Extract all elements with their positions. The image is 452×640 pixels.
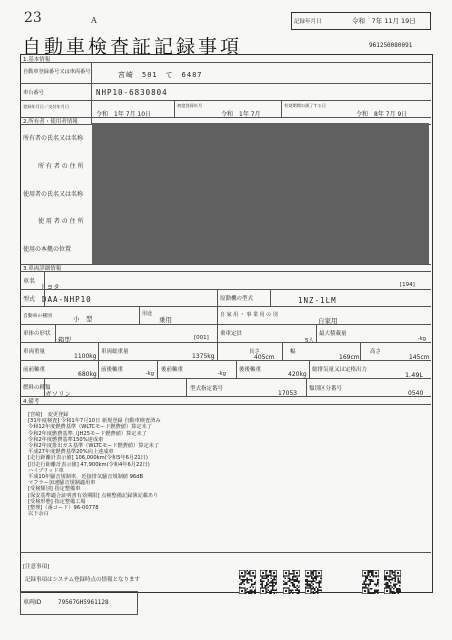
weight-label: 車両重量 [23,349,46,355]
redacted-owner-info [92,123,429,265]
type-designation-label: 型式指定番号 [190,386,224,392]
document-number: 961250080091 [369,42,413,49]
first-year-value: 令和 1年 7月 [221,111,261,118]
displacement-label: 総排気量又は定格出力 [312,367,368,373]
record-date-label: 記録年月日 [294,19,322,25]
gross-value: 1375kg [192,353,215,360]
use-label: 用途 [142,311,153,317]
fr-axle-label: 前後軸重 [101,367,124,373]
body-code: [001] [194,335,209,341]
remarks-text: [宮崎] 変更登録 [31年度検査] 令和1年7月10日 新規登録 自動車検査済み 令和12年度燃費基準（WLTCモード燃費値）算定未了 令和2年度燃費基準（JH25モード燃費値）算定未了 令和2年度燃費基準150%達成車 令和2年度排出ガス基準（WLTCモード燃費値）算定未了 平成27年度燃費基準20%向上達成車 [走行距離計表示値] 106,000km(令和5年6月21日) [旧走行距離計表示値] 47,900km(令和4年6月22日) ハイブリッド車 平成10年騒音規制車、近接排気騒音規制値 96dB マフラー加速騒音規制適用車 [受検類別] 指定整備車 [保安基準適合証明書有効期限] 点検整備記録簿記載あり [受検形態] 指定整備工場 [整理]（番コード）96-00778 以下余白 [28,412,161,518]
category-label: 類別区分番号 [309,386,343,392]
max-load-label: 最大積載量 [319,331,347,337]
ff-axle-label: 前前軸重 [23,367,46,373]
maker-code: [194] [400,282,415,288]
notice-title: [注意事項] [23,564,50,570]
reg-number-value: 宮崎 501 て 6487 [118,71,203,79]
record-date-value: 令和 7年 11月 19日 [352,17,416,25]
weight-value: 1100kg [74,353,97,360]
ff-axle-value: 680kg [78,371,97,378]
notice-text: 記録事項はシステム登録時点の情報となります [25,577,140,583]
qr-code-1 [239,570,256,594]
type-designation-value: 17053 [278,390,298,397]
chassis-value: NHP10-6830804 [96,88,168,97]
capacity-label: 乗車定員 [220,331,243,337]
width-value: 169cm [339,354,360,361]
expiry-value: 令和 8年 7月 9日 [356,111,408,118]
engine-value: 1NZ-1LM [298,296,337,305]
height-value: 145cm [409,354,430,361]
maker-label: 車名 [23,278,36,285]
vehicle-id-box [20,591,138,615]
section-owner-heading: 2.所有者・使用者情報 [23,119,78,125]
kind-value: 小 型 [73,315,93,323]
maker-value: トヨタ [40,283,60,291]
rr-axle-value: 420kg [288,371,307,378]
length-label: 長さ [249,349,261,355]
model-value: DAA-NHP10 [42,295,92,304]
document-title: 自動車検査証記録事項 [22,36,243,58]
rf-axle-value: -kg [218,371,226,377]
rf-axle-label: 後前軸重 [161,367,184,373]
displacement-value: 1.49L [405,371,424,379]
capacity-value: 5人 [305,338,314,344]
section-remarks-heading: 4.備考 [23,399,40,405]
fr-axle-value: -kg [146,371,154,377]
length-value: 405cm [254,354,275,361]
first-reg-value: 令和 1年 7月 10日 [96,111,152,118]
base-location-label: 使用の本拠の位置 [23,246,72,253]
expiry-label: 有効期間の満了する日 [284,103,326,108]
qr-code-5 [362,570,379,594]
qr-code-3 [283,570,300,594]
owner-address-label: 所 有 者 の 住 所 [38,163,84,170]
handwritten-number: 23 [24,10,42,26]
qr-code-2 [260,570,277,594]
vehicle-id-value: 79567GH5961128 [58,599,109,606]
first-year-label: 初度登録年月 [177,103,203,108]
reg-number-label: 自動車登録番号又は車両番号 [23,69,91,75]
category-value: 0540 [408,390,424,397]
user-address-label: 使 用 者 の 住 所 [38,218,84,225]
record-date-box [291,12,431,30]
engine-label: 原動機の型式 [220,296,254,302]
section-basic-heading: 1.基本情報 [23,57,51,63]
handwritten-mark: A [91,16,97,25]
fuel-label: 燃料の種類 [23,385,51,391]
model-label: 型式 [23,296,36,303]
private-label: 自 家 用 ・ 事 業 用 の 別 [220,312,278,318]
qr-code-6 [384,570,401,594]
body-value: 箱型 [58,336,71,344]
chassis-label: 車台番号 [23,90,44,96]
qr-code-4 [305,570,322,594]
gross-label: 車両総重量 [101,349,129,355]
user-name-label: 使用者の氏名又は名称 [23,191,84,198]
first-reg-label: 登録年月日／交付年月日 [23,104,70,109]
max-load-value: -kg [418,336,426,342]
height-label: 高さ [370,349,382,355]
kind-label: 自動車の種別 [23,314,52,319]
width-label: 幅 [290,349,296,355]
rr-axle-label: 後後軸重 [239,367,262,373]
private-value: 自家用 [318,317,338,325]
owner-name-label: 所有者の氏名又は名称 [23,135,84,142]
body-label: 車体の形状 [23,331,51,337]
use-value: 乗用 [159,316,172,324]
fuel-value: ガソリン [45,390,71,398]
vehicle-id-label: 車両ID [23,599,42,606]
section-vehicle-heading: 3.車両詳細情報 [23,266,62,272]
